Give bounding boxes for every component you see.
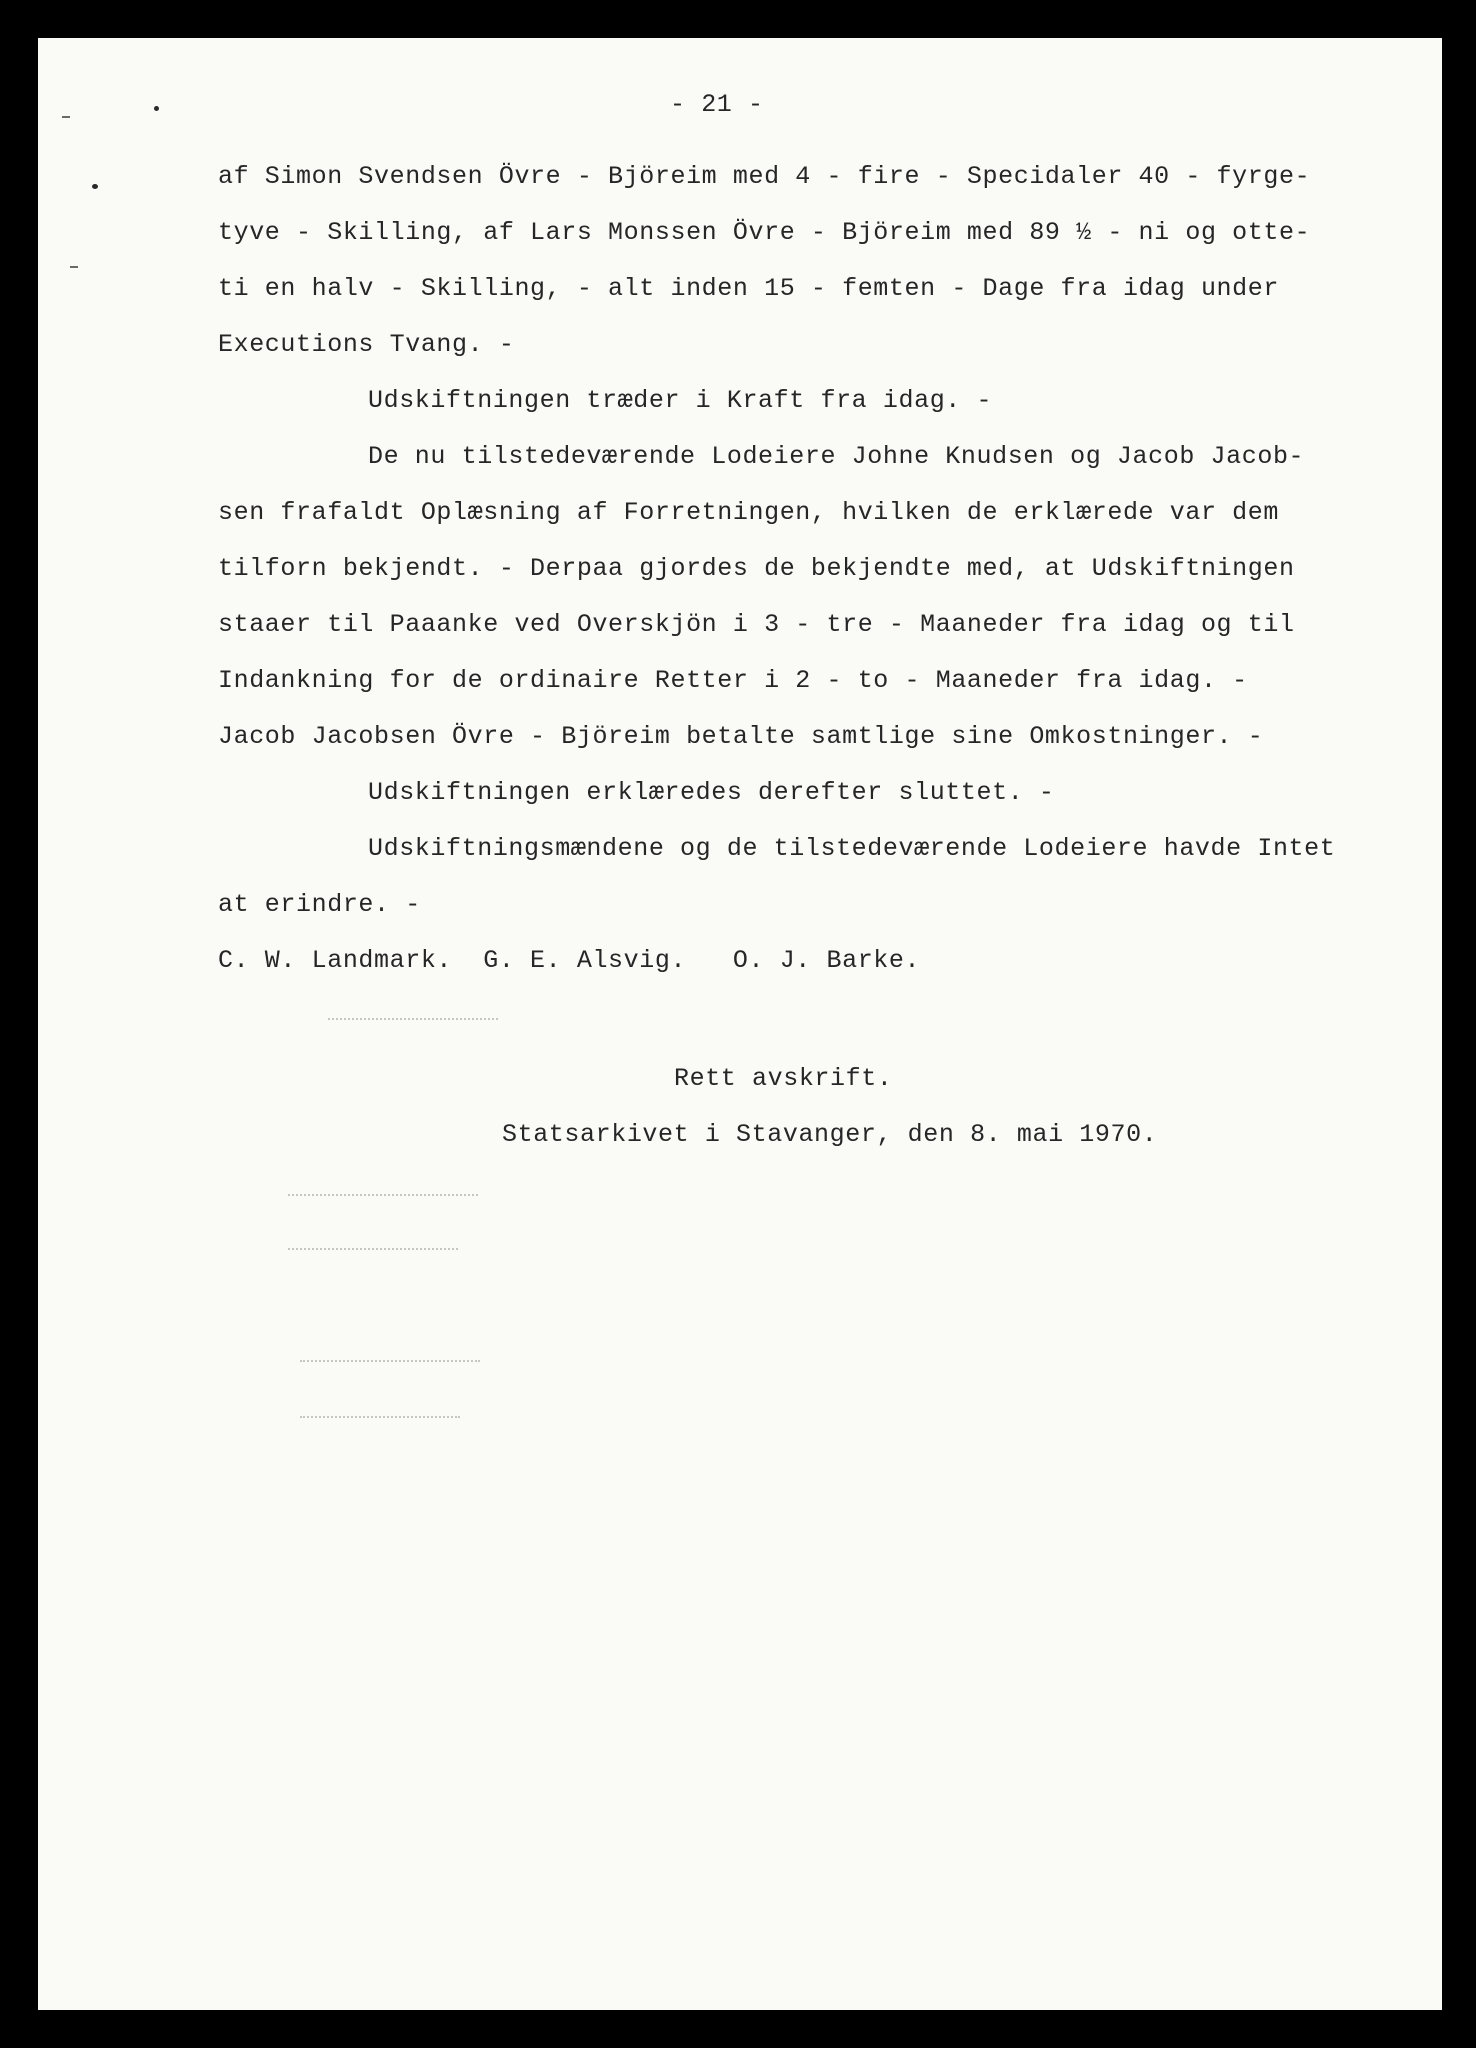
body-line: at erindre. - bbox=[218, 890, 421, 919]
paper-speck bbox=[92, 184, 98, 189]
faint-dotted-rule bbox=[300, 1416, 460, 1420]
body-line: Udskiftningen erklæredes derefter sluttet. - bbox=[368, 778, 1055, 807]
body-line: De nu tilstedeværende Lodeiere Johne Knudsen og Jacob Jacob- bbox=[368, 442, 1305, 471]
paper-speck bbox=[154, 106, 159, 111]
body-line: ti en halv - Skilling, - alt inden 15 - femten - Dage fra idag under bbox=[218, 274, 1279, 303]
certification-title: Rett avskrift. bbox=[674, 1064, 893, 1093]
body-line: sen frafaldt Oplæsning af Forretningen, hvilken de erklærede var dem bbox=[218, 498, 1279, 527]
certification-place-date: Statsarkivet i Stavanger, den 8. mai 1970. bbox=[502, 1120, 1158, 1149]
body-line: Udskiftningen træder i Kraft fra idag. - bbox=[368, 386, 993, 415]
page-number: - 21 - bbox=[670, 90, 764, 119]
faint-dotted-rule bbox=[288, 1248, 458, 1252]
body-line: Executions Tvang. - bbox=[218, 330, 515, 359]
document-page bbox=[38, 38, 1442, 2010]
faint-dotted-rule bbox=[300, 1360, 480, 1364]
body-line: Jacob Jacobsen Övre - Björeim betalte samtlige sine Omkostninger. - bbox=[218, 722, 1264, 751]
body-line: af Simon Svendsen Övre - Björeim med 4 - fire - Specidaler 40 - fyrge- bbox=[218, 162, 1311, 191]
faint-dotted-rule bbox=[288, 1194, 478, 1198]
body-line: tilforn bekjendt. - Derpaa gjordes de bekjendte med, at Udskiftningen bbox=[218, 554, 1295, 583]
body-line: Udskiftningsmændene og de tilstedeværende Lodeiere havde Intet bbox=[368, 834, 1336, 863]
body-line: tyve - Skilling, af Lars Monssen Övre - Björeim med 89 ½ - ni og otte- bbox=[218, 218, 1311, 247]
signatures: C. W. Landmark. G. E. Alsvig. O. J. Barke. bbox=[218, 946, 921, 975]
body-line: Indankning for de ordinaire Retter i 2 - to - Maaneder fra idag. - bbox=[218, 666, 1248, 695]
margin-mark bbox=[62, 116, 70, 118]
faint-dotted-rule bbox=[328, 1018, 498, 1022]
margin-mark bbox=[70, 266, 78, 268]
body-line: staaer til Paaanke ved Overskjön i 3 - tre - Maaneder fra idag og til bbox=[218, 610, 1295, 639]
